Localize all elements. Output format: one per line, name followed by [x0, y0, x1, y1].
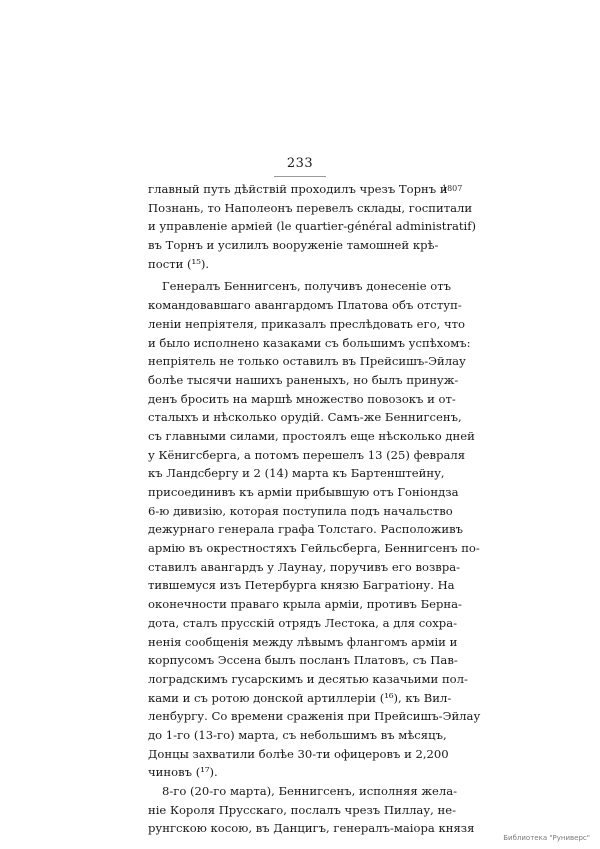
text-line: 8-го (20-го марта), Беннигсенъ, исполняя жела- [162, 784, 458, 798]
text-line: главный путь дѣйствій проходилъ чрезъ Торнъ и [148, 182, 448, 196]
text-line: въ Торнъ и усилилъ вооруженіе тамошней крѣ- [148, 238, 439, 253]
text-line: къ Ландсбергу и 2 (14) марта къ Бартенштейну, [148, 466, 445, 481]
text-line: ками и съ ротою донской артиллеріи (¹⁶), къ Вил- [148, 690, 452, 705]
text-line: тившемуся изъ Петербурга князю Багратіону. На [148, 578, 455, 593]
text-line: дежурнаго генерала графа Толстаго. Расположивъ [148, 522, 464, 537]
text-line: болѣе тысячи нашихъ раненыхъ, но былъ принуж- [148, 372, 459, 387]
page-number-rule [274, 176, 326, 177]
text-line: леніи непріятеля, приказалъ преслѣдовать его, что [148, 316, 466, 331]
text-line: до 1-го (13-го) марта, съ небольшимъ въ мѣсяцъ, [148, 727, 447, 742]
text-line: непріятель не только оставилъ въ Прейсишъ-Эйлау [148, 354, 466, 369]
text-line: денъ бросить на маршѣ множество повозокъ и от- [148, 391, 456, 406]
text-line: присоединивъ къ арміи прибывшую отъ Гоніондза [148, 485, 459, 499]
text-line: дота, сталъ прусскій отрядъ Лестока, а для сохра- [148, 615, 458, 630]
library-watermark: Библиотека "Руниверс" [503, 834, 590, 842]
text-line: и управленіе арміей (le quartier-général administratif) [148, 219, 477, 234]
text-line: у Кёнигсберга, а потомъ перешелъ 13 (25) февраля [148, 447, 466, 462]
text-line: армію въ окрестностяхъ Гейльсберга, Беннигсенъ по- [148, 541, 480, 556]
margin-year: 1807 [442, 184, 463, 193]
text-line: корпусомъ Эссена былъ посланъ Платовъ, съ Пав- [148, 653, 458, 668]
text-line: ненія сообщенія между лѣвымъ флангомъ арміи и [148, 634, 458, 649]
text-line: ставилъ авангардъ у Лаунау, поручивъ его возвра- [148, 559, 461, 574]
text-line: оконечности праваго крыла арміи, противъ Берна- [148, 597, 462, 612]
text-line: ленбургу. Со времени сраженія при Прейсишъ-Эйлау [148, 709, 481, 724]
text-line: пости (¹⁵). [148, 256, 210, 271]
text-line: 6-ю дивизію, которая поступила подъ начальство [148, 503, 453, 518]
text-line: съ главными силами, простоялъ еще нѣсколько дней [148, 428, 475, 443]
text-line: ніе Короля Прусскаго, послалъ чрезъ Пиллау, не- [148, 802, 457, 817]
text-line: и было исполнено казаками съ большимъ успѣхомъ: [148, 335, 471, 350]
text-line: рунгскою косою, въ Данцигъ, генералъ-маіора князя [148, 821, 475, 836]
text-line: сталыхъ и нѣсколько орудій. Самъ-же Беннигсенъ, [148, 410, 462, 425]
text-line: чиновъ (¹⁷). [148, 765, 218, 780]
page-number: 233 [286, 156, 314, 171]
text-line: Донцы захватили болѣе 30-ти офицеровъ и 2,200 [148, 746, 449, 761]
text-line: лоградскимъ гусарскимъ и десятью казачьими пол- [148, 671, 468, 686]
text-line: Познань, то Наполеонъ перевелъ склады, госпитали [148, 200, 473, 215]
text-line: Генералъ Беннигсенъ, получивъ донесеніе отъ [162, 279, 452, 294]
text-line: командовавшаго авангардомъ Платова объ отступ- [148, 298, 462, 313]
